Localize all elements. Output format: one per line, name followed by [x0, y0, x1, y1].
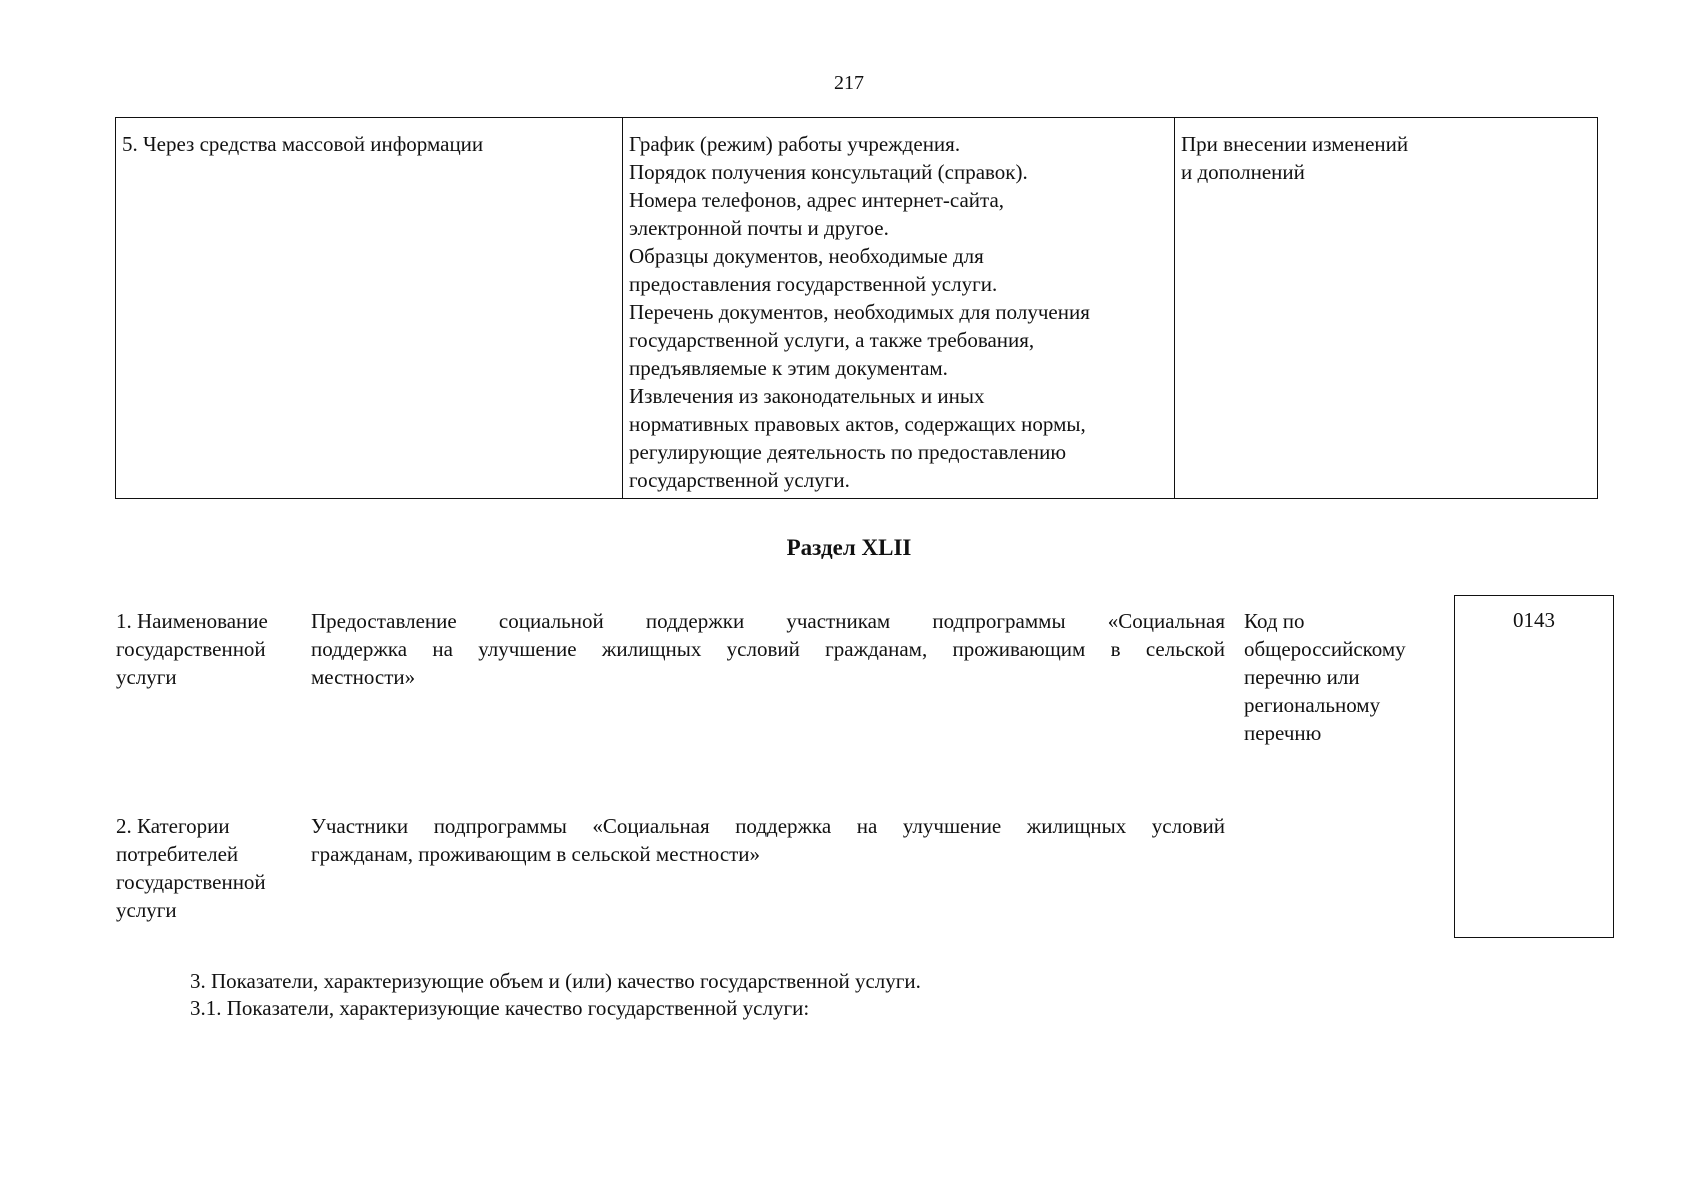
paragraph-indicators: 3. Показатели, характеризующие объем и (или) качество государственной услуги. — [190, 969, 921, 993]
label-line: государственной — [116, 637, 266, 661]
label-line: услуги — [116, 898, 177, 922]
info-frequency-cell — [1175, 118, 1598, 499]
code-label-line: перечню — [1244, 721, 1322, 745]
info-channel-text: 5. Через средства массовой информации — [122, 132, 484, 156]
service-name-label — [116, 607, 296, 691]
content-line: Перечень документов, необходимых для получения — [629, 300, 1090, 324]
content-line: Номера телефонов, адрес интернет-сайта, — [629, 188, 1005, 212]
page-number: 217 — [834, 72, 864, 94]
label-line: 1. Наименование — [116, 609, 268, 633]
service-code-value: 0143 — [1513, 608, 1555, 632]
label-line: услуги — [116, 665, 177, 689]
code-label-line: общероссийскому — [1244, 637, 1406, 661]
content-line: электронной почты и другое. — [629, 216, 889, 240]
code-label-line: Код по — [1244, 609, 1305, 633]
content-line: График (режим) работы учреждения. — [629, 132, 961, 156]
table-row — [116, 118, 1598, 499]
frequency-line: и дополнений — [1181, 160, 1305, 184]
label-line: государственной — [116, 870, 266, 894]
content-line: нормативных правовых актов, содержащих нормы, — [629, 412, 1086, 436]
section-title: Раздел XLII — [786, 535, 912, 560]
value-line: поддержка на улучшение жилищных условий гражданам, проживающим в сельской — [311, 637, 1225, 661]
info-channels-table — [115, 117, 1598, 499]
value-line: Участники подпрограммы «Социальная поддержка на улучшение жилищных условий — [311, 814, 1225, 838]
content-line: Образцы документов, необходимые для — [629, 244, 984, 268]
consumer-category-value — [311, 812, 1225, 868]
label-line: 2. Категории — [116, 814, 230, 838]
content-line: государственной услуги, а также требования, — [629, 328, 1035, 352]
content-line: предоставления государственной услуги. — [629, 272, 998, 296]
info-content-cell — [623, 118, 1175, 499]
value-line: местности» — [311, 665, 416, 689]
paragraph-quality-indicators: 3.1. Показатели, характеризующие качество государственной услуги: — [190, 996, 810, 1020]
value-line: Предоставление социальной поддержки участникам подпрограммы «Социальная — [311, 609, 1225, 633]
content-line: государственной услуги. — [629, 468, 850, 492]
content-line: Извлечения из законодательных и иных — [629, 384, 985, 408]
code-label-line: региональному — [1244, 693, 1381, 717]
consumer-category-label — [116, 812, 296, 924]
content-line: регулирующие деятельность по предоставлению — [629, 440, 1067, 464]
service-code-box — [1454, 595, 1614, 938]
frequency-line: При внесении изменений — [1181, 132, 1409, 156]
code-label — [1244, 607, 1434, 747]
service-name-value — [311, 607, 1225, 691]
value-line: гражданам, проживающим в сельской местности» — [311, 842, 761, 866]
info-channel-cell — [116, 118, 623, 499]
code-label-line: перечню или — [1244, 665, 1360, 689]
content-line: Порядок получения консультаций (справок). — [629, 160, 1028, 184]
label-line: потребителей — [116, 842, 239, 866]
content-line: предъявляемые к этим документам. — [629, 356, 948, 380]
